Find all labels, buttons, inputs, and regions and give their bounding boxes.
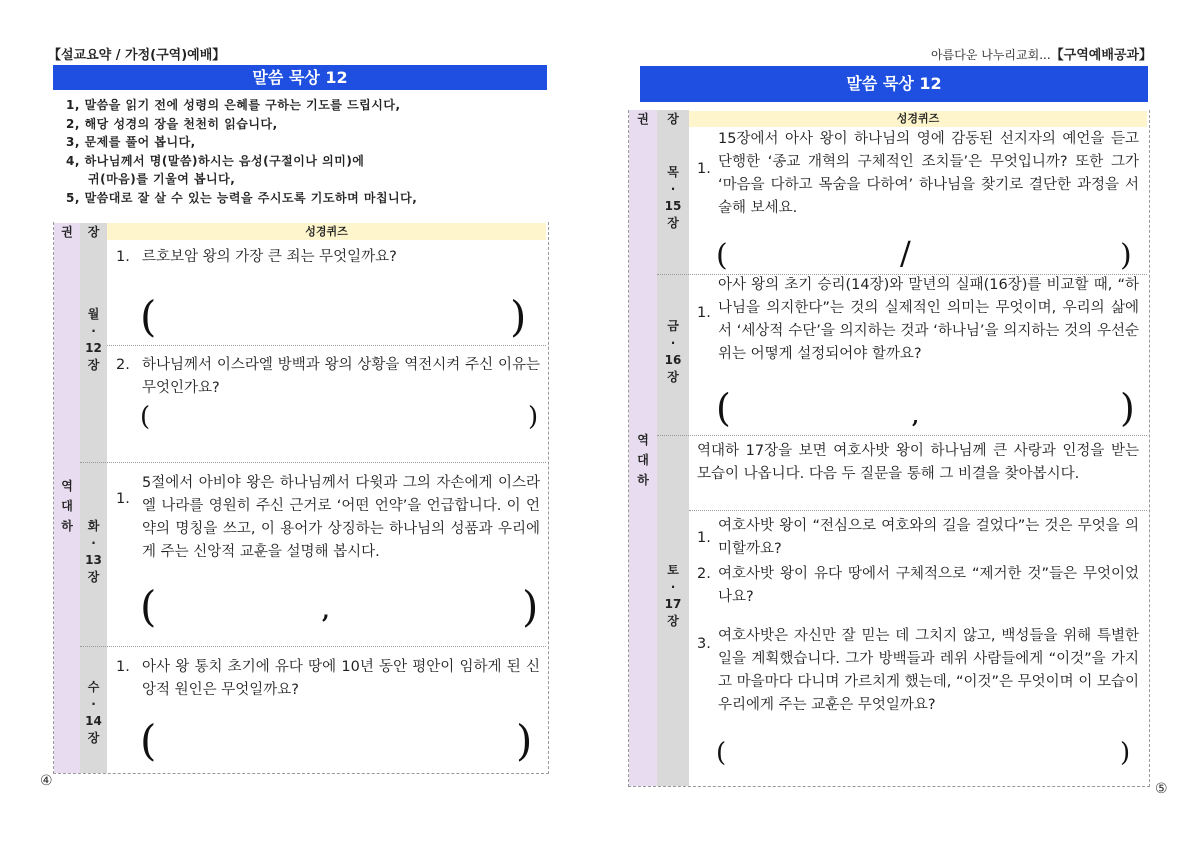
instruction-line: 3, 문제를 풀어 봅니다, [66, 135, 196, 149]
instruction-line: 5, 말씀대로 잘 살 수 있는 능력을 주시도록 기도하며 마칩니다, [66, 190, 418, 205]
question-number: 1. [116, 659, 130, 675]
right-quiz-header: 성경퀴즈 [689, 111, 1147, 127]
left-book-label: 역 대 하 [61, 479, 73, 533]
day-label-thu: 목 · 15 장 [664, 165, 682, 230]
question-text: 르호보암 왕의 가장 큰 죄는 무엇일까요? [142, 249, 397, 265]
question-number: 1. [116, 491, 130, 507]
right-col-jang: 장 [667, 112, 679, 126]
day-label-mon: 월 · 12 장 [85, 307, 102, 372]
left-quiz-header: 성경퀴즈 [107, 223, 546, 240]
question-tue-1 [116, 472, 540, 564]
question-number: 1. [697, 305, 711, 321]
right-header [931, 44, 1152, 63]
answer-slash: / [900, 234, 911, 272]
right-page-title: 말씀 묵상 12 [640, 66, 1148, 102]
answer-open-paren: ( [716, 738, 727, 768]
question-number: 2. [116, 357, 130, 373]
answer-close-paren: ) [516, 716, 533, 765]
row-divider [689, 510, 1147, 511]
question-text: 역대하 17장을 보면 여호사밧 왕이 하나님께 큰 사랑과 인정을 받는 모습이 나옵니다. 다음 두 질문을 통해 그 비결을 찾아봅시다. [697, 443, 1139, 482]
left-col-gwon: 권 [61, 225, 73, 239]
instruction-line: 1, 말씀을 읽기 전에 성령의 은혜를 구하는 기도를 드립시다, [66, 98, 401, 112]
answer-comma: , [912, 404, 919, 428]
instruction-line: 4, 하나님께서 명(말씀)하시는 음성(구절이나 의미)에 [66, 153, 365, 168]
question-text: 5절에서 아비야 왕은 하나님께서 다윗과 그의 자손에게 이스라엘 나라를 영원히 주신 근거로 ‘어떤 언약’을 언급합니다. 이 언약의 명칭을 쓰고, 이 용어가 상징하는 하나님의 성품과 우리에게 주는 신앙적 교훈을 설명해 봅시다. [142, 475, 540, 560]
row-divider [657, 435, 1147, 436]
day-label-tue: 화 · 13 장 [85, 519, 102, 584]
answer-open-paren: ( [716, 238, 728, 273]
question-text: 15장에서 아사 왕이 하나님의 영에 감동된 선지자의 예언을 듣고 단행한 ‘종교 개혁의 구체적인 조치들’은 무엇입니까? 또한 그가 ‘마음을 다하고 목숨을 다하여’ 하나님을 찾기로 결단한 과정을 서술해 보세요. [718, 131, 1139, 216]
answer-open-paren: ( [140, 292, 157, 341]
day-label-sat: 토 · 17 장 [664, 563, 682, 628]
question-text: 아사 왕 통치 초기에 유다 땅에 10년 동안 평안이 임하게 된 신앙적 원인은 무엇일까요? [142, 659, 540, 698]
row-divider [80, 646, 546, 647]
left-page-number: ④ [40, 773, 53, 789]
left-header-title: 【설교요약 / 가정(구역)예배】 [48, 48, 226, 63]
answer-open-paren: ( [140, 716, 157, 765]
right-col-gwon: 권 [637, 112, 649, 126]
question-text: 여호사밧 왕이 유다 땅에서 구체적으로 “제거한 것”들은 무엇이었나요? [718, 566, 1139, 605]
answer-close-paren: ) [528, 402, 539, 432]
right-page-number: ⑤ [1155, 781, 1168, 797]
question-sat-2 [697, 563, 1139, 609]
question-thu-1 [697, 128, 1139, 220]
right-book-label: 역 대 하 [637, 433, 649, 487]
question-number: 1. [697, 161, 711, 177]
left-col-jang: 장 [87, 225, 100, 239]
question-mon-1 [116, 246, 540, 269]
answer-open-paren: ( [140, 582, 157, 631]
church-name: 아름다운 나누리교회... [931, 48, 1051, 62]
question-wed-1 [116, 656, 540, 702]
answer-open-paren: ( [140, 402, 151, 432]
question-mon-2 [116, 354, 540, 400]
day-label-wed: 수 · 14 장 [85, 680, 102, 745]
question-number: 1. [116, 249, 130, 265]
answer-close-paren: ) [1120, 238, 1132, 273]
question-text: 여호사밧은 자신만 잘 믿는 데 그치지 않고, 백성들을 위해 특별한 일을 계획했습니다. 그가 방백들과 레위 사람들에게 “이것”을 가지고 마을마다 다니며 가르치게 했는데, “이것”은 무엇이며 이 모습이 우리에게 주는 교훈은 무엇일까요? [718, 628, 1139, 713]
question-number: 3. [697, 636, 711, 652]
question-number: 2. [697, 566, 711, 582]
answer-close-paren: ) [510, 292, 527, 341]
question-number: 1. [697, 530, 711, 546]
instruction-line: 귀(마음)를 기울여 봅니다, [88, 172, 236, 186]
answer-close-paren: ) [1120, 738, 1131, 768]
answer-close-paren: ) [1120, 386, 1135, 430]
question-text: 하나님께서 이스라엘 방백과 왕의 상황을 역전시켜 주신 이유는 무엇인가요? [142, 357, 540, 396]
day-label-fri: 금 · 16 장 [664, 319, 682, 384]
sat-intro [697, 440, 1139, 486]
question-sat-1 [697, 515, 1139, 561]
question-sat-3 [697, 625, 1139, 717]
question-text: 아사 왕의 초기 승리(14장)와 말년의 실패(16장)를 비교할 때, “하나님을 의지한다”는 것의 실제적인 의미는 무엇이며, 우리의 삶에서 ‘세상적 수단’을 의지하는 것과 ‘하나님’을 의지하는 것의 우선순위는 어떻게 설정되어야 할까요? [718, 277, 1139, 362]
row-divider [107, 345, 546, 346]
left-page-title: 말씀 묵상 12 [53, 65, 547, 90]
answer-close-paren: ) [522, 582, 539, 631]
question-text: 여호사밧 왕이 “전심으로 여호와의 길을 걸었다”는 것은 무엇을 의미할까요? [718, 518, 1139, 557]
instructions [66, 96, 546, 207]
answer-comma: , [322, 598, 330, 624]
right-header-tag: 【구역예배공과】 [1050, 48, 1152, 63]
question-fri-1 [697, 274, 1139, 366]
instruction-line: 2, 해당 성경의 장을 천천히 읽습니다, [66, 116, 278, 131]
row-divider [80, 462, 546, 463]
answer-open-paren: ( [716, 386, 731, 430]
